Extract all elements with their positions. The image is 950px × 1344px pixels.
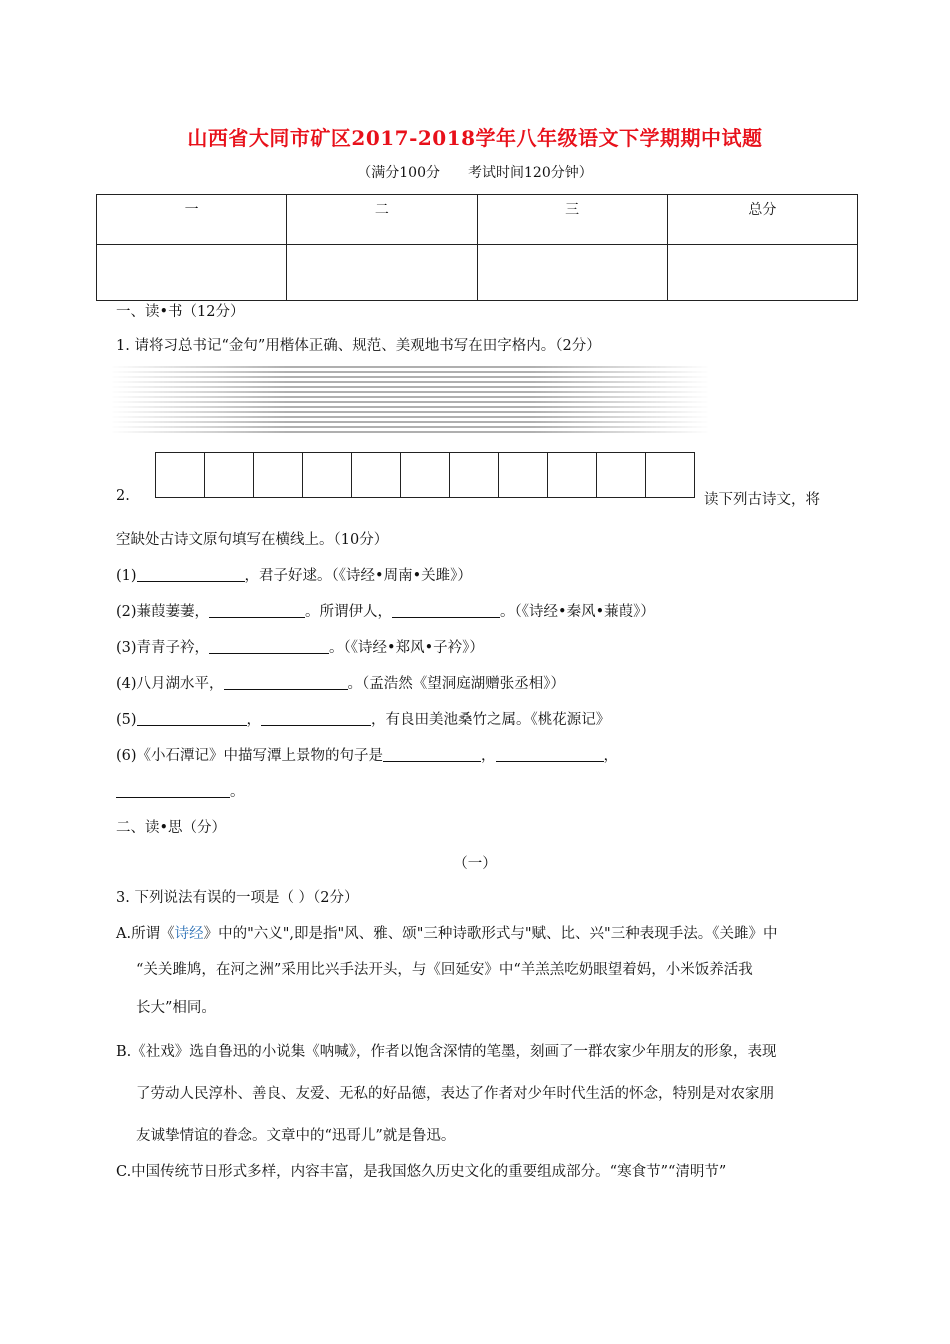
score-cell-3[interactable] <box>477 245 667 301</box>
fill-item-6: (6)《小石潭记》中描写潭上景物的句子是 ， ， <box>116 748 619 764</box>
blank-input[interactable] <box>261 711 371 726</box>
fill-item-1: (1) ，君子好逑。（《诗经•周南•关雎》） <box>116 568 472 584</box>
writing-grid-cell[interactable] <box>400 452 450 498</box>
score-cell-2[interactable] <box>287 245 477 301</box>
question-2-intro: 读下列古诗文，将 <box>704 492 820 508</box>
section1-heading: 一、读•书（12分） <box>116 304 245 320</box>
writing-grid-cell[interactable] <box>204 452 254 498</box>
score-header-total: 总分 <box>667 195 857 245</box>
blurred-quote-image <box>110 366 710 436</box>
option-b-line-3: 友诚挚情谊的眷念。文章中的“迅哥儿”就是鲁迅。 <box>136 1128 456 1144</box>
fill-item-3: (3)青青子衿， 。（《诗经•郑风•子衿》） <box>116 640 484 656</box>
exam-subtitle <box>0 162 950 182</box>
writing-grid-cell[interactable] <box>547 452 597 498</box>
writing-grid <box>156 452 695 498</box>
score-table <box>96 194 858 301</box>
option-a-line-2: “关关雎鸠，在河之洲”采用比兴手法开头，与《回延安》中“羊羔羔吃奶眼望着妈，小米饭养活我 <box>136 962 753 978</box>
blank-input[interactable] <box>496 747 604 762</box>
blank-input[interactable] <box>392 603 500 618</box>
question-1: 1. 请将习总书记“金句”用楷体正确、规范、美观地书写在田字格内。（2分） <box>116 338 601 354</box>
blank-input[interactable] <box>224 675 348 690</box>
section2-subheading: （一） <box>453 856 497 872</box>
option-b-line-1: B.《社戏》选自鲁迅的小说集《呐喊》，作者以饱含深情的笔墨，刻画了一群农家少年朋友的形象，表现 <box>116 1044 777 1060</box>
writing-grid-cell[interactable] <box>498 452 548 498</box>
time-limit-text: 考试时间120分钟） <box>468 165 593 181</box>
score-header-1: 一 <box>97 195 287 245</box>
writing-grid-cell[interactable] <box>645 452 695 498</box>
question-2-number: 2. <box>116 488 130 504</box>
section2-heading: 二、读•思（分） <box>116 820 227 836</box>
score-header-3: 三 <box>477 195 667 245</box>
score-header-2: 二 <box>287 195 477 245</box>
option-b-line-2: 了劳动人民淳朴、善良、友爱、无私的好品德，表达了作者对少年时代生活的怀念，特别是对农家朋 <box>136 1086 774 1102</box>
score-cell-total[interactable] <box>667 245 857 301</box>
fill-item-5: (5) ， ，有良田美池桑竹之属。《桃花源记》 <box>116 712 611 728</box>
fill-item-2: (2)蒹葭萋萋， 。所谓伊人， 。（《诗经•秦风•蒹葭》） <box>116 604 655 620</box>
blank-input[interactable] <box>383 747 481 762</box>
blank-input[interactable] <box>116 783 230 798</box>
question-3: 3. 下列说法有误的一项是（ ）（2分） <box>116 890 359 906</box>
fill-item-4: (4)八月湖水平， 。（孟浩然《望洞庭湖赠张丞相》） <box>116 676 566 692</box>
question-2-instruction: 空缺处古诗文原句填写在横线上。（10分） <box>116 532 389 548</box>
option-c-line-1: C.中国传统节日形式多样，内容丰富，是我国悠久历史文化的重要组成部分。“寒食节”“清明节” <box>116 1164 727 1180</box>
full-score-text: （满分100分 <box>357 165 440 181</box>
option-a-line-1: A.所谓《诗经》中的"六义",即是指"风、雅、颂"三种诗歌形式与"赋、比、兴"三种表现手法。《关雎》中 <box>116 926 778 942</box>
blank-input[interactable] <box>209 639 329 654</box>
page-title: 山西省大同市矿区2017-2018学年八年级语文下学期期中试题 <box>187 126 763 150</box>
fill-item-6-continued: 。 <box>116 780 245 801</box>
writing-grid-cell[interactable] <box>449 452 499 498</box>
option-a-line-3: 长大”相同。 <box>136 1000 216 1016</box>
writing-grid-cell[interactable] <box>253 452 303 498</box>
writing-grid-cell[interactable] <box>302 452 352 498</box>
writing-grid-cell[interactable] <box>351 452 401 498</box>
writing-grid-cell[interactable] <box>596 452 646 498</box>
blank-input[interactable] <box>209 603 305 618</box>
shijing-link[interactable]: 诗经 <box>174 926 204 942</box>
blank-input[interactable] <box>137 711 247 726</box>
writing-grid-cell[interactable] <box>155 452 205 498</box>
blank-input[interactable] <box>137 567 245 582</box>
score-cell-1[interactable] <box>97 245 287 301</box>
